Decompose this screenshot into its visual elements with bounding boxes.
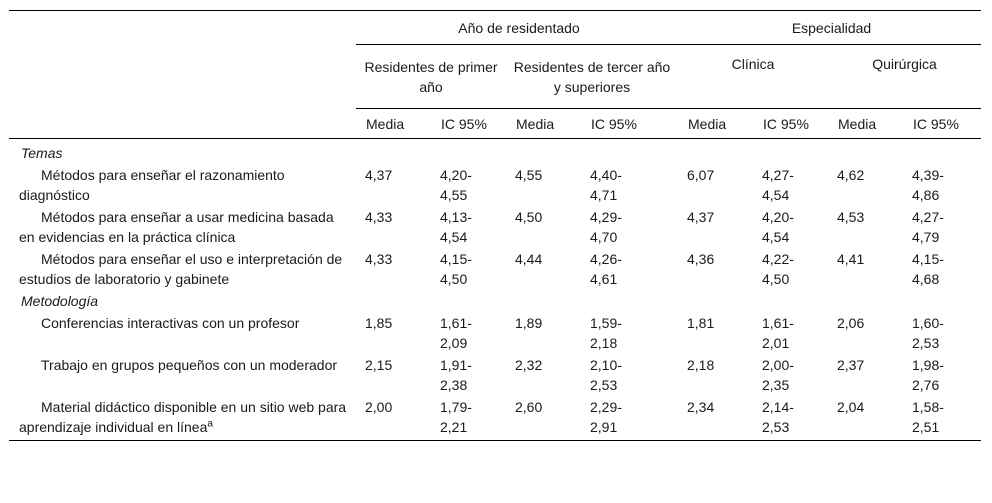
header-ci95: IC 95%	[913, 115, 959, 132]
cell-ci95: 4,15- 4,68	[912, 251, 944, 287]
header-surgical: Quirúrgica	[828, 45, 981, 109]
header-row-subgroups	[9, 45, 981, 109]
cell-ci95: 1,58- 2,51	[903, 395, 981, 441]
cell-media: 1,89	[515, 315, 543, 331]
cell-ci95: 4,27- 4,54	[762, 167, 794, 203]
header-ci95: IC 95%	[591, 115, 637, 132]
table-row	[9, 205, 981, 247]
header-media: Media	[838, 115, 877, 132]
row-label-text: Trabajo en grupos pequeños con un moderador	[41, 357, 338, 373]
row-label	[9, 395, 356, 441]
cell-media: 2,15	[365, 357, 393, 373]
header-clinical: Clínica	[678, 45, 828, 109]
header-empty-cell	[9, 45, 356, 109]
cell-media: 4,44	[515, 251, 543, 267]
cell-media: 2,18	[687, 357, 715, 373]
cell-media: 1,85	[365, 315, 393, 331]
cell-ci95: 2,00- 2,35	[762, 357, 794, 393]
cell-media: 4,55	[515, 167, 543, 183]
row-label-text: Métodos para enseñar el razonamiento diagnóstico	[19, 167, 285, 203]
cell-media: 4,36	[687, 251, 715, 267]
section-title: Metodología	[21, 293, 99, 309]
header-third-year: Residentes de tercer año y superiores	[506, 45, 678, 109]
header-first-year: Residentes de primer año	[356, 45, 506, 109]
cell-media: 1,81	[687, 315, 715, 331]
header-empty-cell	[9, 11, 356, 45]
header-group-residency-year: Año de residentado	[356, 11, 678, 45]
cell-ci95: 4,20- 4,54	[762, 209, 794, 245]
cell-media: 4,50	[515, 209, 543, 225]
header-media: Media	[688, 115, 727, 132]
cell-ci95: 2,14- 2,53	[753, 395, 828, 441]
cell-media: 2,34	[678, 395, 753, 441]
table-row	[9, 163, 981, 205]
cell-ci95: 4,26- 4,61	[590, 251, 622, 287]
cell-media: 4,53	[837, 209, 865, 225]
cell-media: 2,04	[828, 395, 903, 441]
header-media: Media	[516, 115, 555, 132]
section-row	[9, 141, 981, 163]
cell-ci95: 1,61- 2,09	[440, 315, 472, 351]
row-label	[9, 205, 356, 247]
cell-ci95: 4,29- 4,70	[590, 209, 622, 245]
header-empty-cell	[9, 109, 356, 139]
table-body	[9, 139, 981, 441]
cell-ci95: 4,20- 4,55	[440, 167, 472, 203]
section-row	[9, 289, 981, 311]
table-row	[9, 247, 981, 289]
footnote-marker: a	[207, 418, 213, 430]
row-label-text: Métodos para enseñar a usar medicina basada en evidencias en la práctica clínica	[19, 209, 334, 245]
cell-media: 2,32	[515, 357, 543, 373]
cell-media: 4,62	[837, 167, 865, 183]
row-label	[9, 311, 356, 353]
table-row	[9, 311, 981, 353]
cell-ci95: 4,27- 4,79	[912, 209, 944, 245]
cell-ci95: 2,29- 2,91	[581, 395, 678, 441]
cell-media: 2,37	[837, 357, 865, 373]
table-row	[9, 395, 981, 441]
header-row-stats	[9, 109, 981, 139]
cell-ci95: 4,40- 4,71	[590, 167, 622, 203]
row-label-text: Métodos para enseñar el uso e interpretación de estudios de laboratorio y gabinete	[19, 251, 343, 287]
header-ci95: IC 95%	[763, 115, 809, 132]
results-table	[9, 10, 981, 441]
section-title: Temas	[21, 145, 63, 161]
cell-media: 4,37	[365, 167, 393, 183]
cell-media: 2,60	[506, 395, 581, 441]
row-label-text: Material didáctico disponible en un sitio web para aprendizaje individual en línea	[19, 399, 347, 435]
cell-ci95: 1,61- 2,01	[762, 315, 794, 351]
header-group-specialty: Especialidad	[678, 11, 981, 45]
header-media: Media	[366, 115, 405, 132]
cell-media: 4,37	[687, 209, 715, 225]
cell-ci95: 2,10- 2,53	[590, 357, 622, 393]
row-label-text: Conferencias interactivas con un profesor	[41, 315, 300, 331]
cell-ci95: 1,91- 2,38	[440, 357, 472, 393]
cell-ci95: 1,79- 2,21	[431, 395, 506, 441]
cell-media: 6,07	[687, 167, 715, 183]
row-label	[9, 163, 356, 205]
cell-ci95: 1,60- 2,53	[912, 315, 944, 351]
row-label	[9, 247, 356, 289]
cell-media: 4,33	[365, 251, 393, 267]
table-row	[9, 353, 981, 395]
cell-ci95: 4,13- 4,54	[440, 209, 472, 245]
cell-ci95: 1,98- 2,76	[912, 357, 944, 393]
row-label	[9, 353, 356, 395]
cell-media: 4,33	[365, 209, 393, 225]
cell-media: 4,41	[837, 251, 865, 267]
cell-ci95: 4,22- 4,50	[762, 251, 794, 287]
cell-ci95: 4,15- 4,50	[440, 251, 472, 287]
cell-media: 2,00	[356, 395, 431, 441]
header-ci95: IC 95%	[441, 115, 487, 132]
cell-ci95: 1,59- 2,18	[590, 315, 622, 351]
cell-media: 2,06	[837, 315, 865, 331]
header-row-groups	[9, 11, 981, 45]
cell-ci95: 4,39- 4,86	[912, 167, 944, 203]
